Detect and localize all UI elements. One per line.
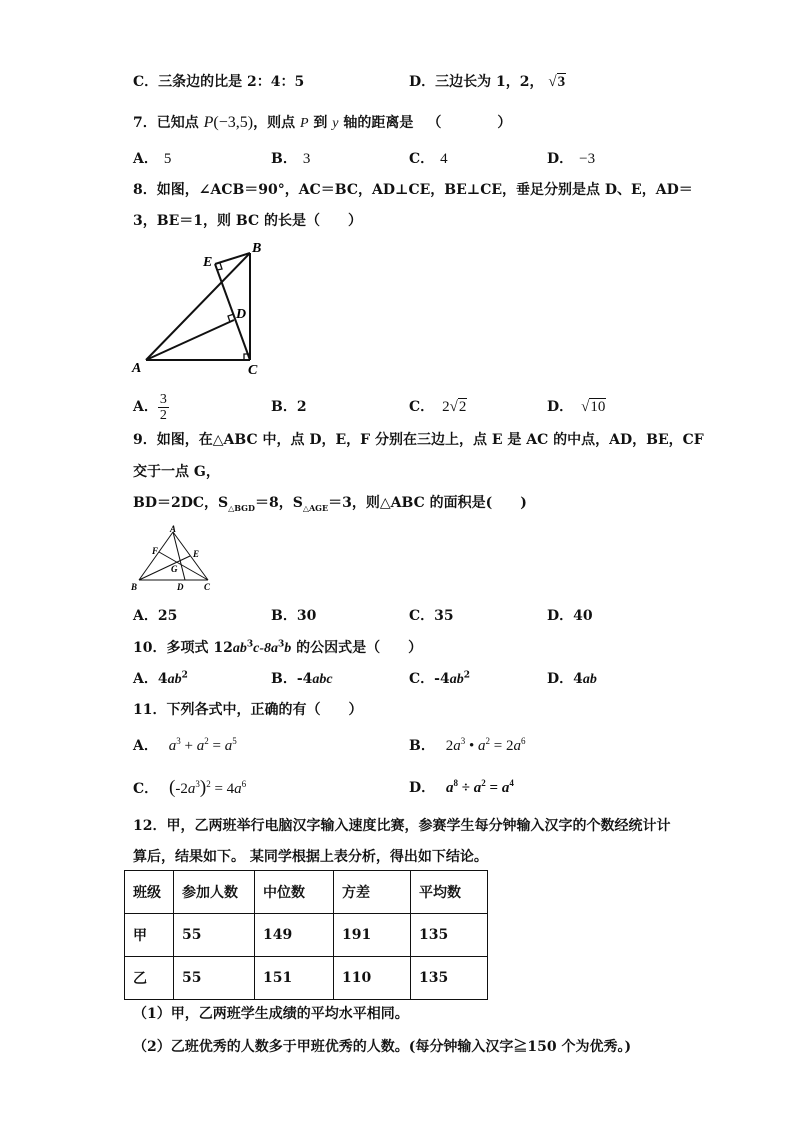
table-header-cell: 班级: [125, 871, 174, 914]
table-cell: 191: [334, 914, 411, 957]
q8-label-e: E: [203, 255, 213, 270]
table-cell: 151: [255, 957, 334, 1000]
q8-seg-ad: [146, 320, 234, 360]
q11-option-a: A． $a^3 + a^2 = a^5$: [133, 736, 237, 754]
q8-seg-ab: [146, 253, 250, 360]
q9-option-d: D．40: [547, 608, 593, 624]
q9-label-b: B: [131, 582, 138, 592]
q9-label-e: E: [193, 549, 200, 559]
q11-option-a-expr: $a^3 + a^2 = a^5$: [168, 736, 237, 754]
q11-stem: 11．下列各式中，正确的有（ ）: [133, 702, 363, 718]
table-header-cell: 方差: [334, 871, 411, 914]
q11-option-d: D． $a^8 \div a^2 = a^4$: [409, 778, 514, 796]
q10-option-b: B．-4abc: [271, 671, 333, 687]
table-cell: 乙: [125, 957, 174, 1000]
q11-option-b-expr: $2a^3$ • $a^2 = 2a^6$: [445, 736, 526, 754]
q12-stem-line2: 算后，结果如下。 某同学根据上表分析，得出如下结论。: [133, 849, 488, 865]
q8-label-b: B: [252, 241, 262, 256]
q8-label-c: C: [248, 363, 258, 376]
q7-option-c: C． 4: [409, 151, 448, 167]
q7-stem: 7．已知点 P(−3,5)，则点 P 到 y 轴的距离是 （ ）: [133, 114, 512, 131]
table-row: [125, 957, 488, 1000]
q8-label-d: D: [236, 307, 247, 322]
table-cell: 55: [174, 914, 255, 957]
q8-option-a: A． $\frac{3}{2}$: [133, 391, 167, 423]
table-header-cell: 中位数: [255, 871, 334, 914]
q10-option-a: A．$4ab^2$: [133, 670, 188, 687]
q9-option-c: C．35: [409, 608, 454, 624]
q9-label-d: D: [177, 582, 184, 592]
q9-label-g: G: [171, 564, 178, 574]
q9-option-b: B．30: [271, 608, 317, 624]
q9-option-a: A．25: [133, 608, 178, 624]
table-row: [125, 914, 488, 957]
table-cell: 149: [255, 914, 334, 957]
q7-option-a: A． 5: [133, 151, 172, 167]
q9-figure: [130, 524, 220, 594]
q8-label-a: A: [132, 361, 142, 376]
q11-option-d-expr: $a^8 \div a^2 = a^4$: [446, 778, 514, 796]
q12-stem-line1: 12．甲，乙两班举行电脑汉字输入速度比赛，参赛学生每分钟输入汉字的个数经统计计: [133, 818, 671, 834]
table-cell: 135: [411, 957, 488, 1000]
q7-option-d: D． −3: [547, 151, 596, 167]
table-cell: 55: [174, 957, 255, 1000]
table-cell: 110: [334, 957, 411, 1000]
q11-option-c-expr: $(-2a^3)^2 = 4a^6$: [169, 777, 247, 798]
q11-option-b: B． $2a^3$ • $a^2 = 2a^6$: [409, 736, 526, 754]
q9-label-a: A: [170, 524, 177, 534]
q9-label-c: C: [204, 582, 211, 592]
table-header-cell: 平均数: [411, 871, 488, 914]
table-cell: 135: [411, 914, 488, 957]
q9-label-f: F: [152, 546, 159, 556]
q8-stem-line2: 3，BE＝1，则 BC 的长是（ ）: [133, 213, 362, 229]
q10-option-c: C．$-4ab^2$: [409, 670, 470, 687]
table-header-row: [125, 871, 488, 914]
q6-option-d: [409, 72, 566, 92]
q8-stem-line1: 8．如图，∠ACB＝90°，AC＝BC，AD⊥CE，BE⊥CE，垂足分别是点 D、E，AD＝: [133, 182, 693, 198]
q7-option-b: B． 3: [271, 151, 311, 167]
q9-seg-ab: [139, 532, 173, 580]
q8-figure: [130, 240, 270, 376]
q8-option-b: B．2: [271, 399, 307, 415]
table-header-cell: 参加人数: [174, 871, 255, 914]
q8-option-c: C． 2√2: [409, 399, 467, 415]
q12-table: [124, 870, 488, 1000]
q10-stem: 10．多项式 $12ab^3c-8a^3b$ 的公因式是（ ）: [133, 639, 423, 656]
q9-stem-line1: 9．如图，在△ABC 中，点 D，E，F 分别在三边上，点 E 是 AC 的中点，AD，BE，CF: [133, 432, 704, 448]
q9-stem-line3: BD＝2DC，$S_{\triangle BGD}=8$，$S_{\triangle AGE}=3$，则△ABC 的面积是( ): [133, 495, 527, 513]
table-cell: 甲: [125, 914, 174, 957]
q12-note-1: （1）甲，乙两班学生成绩的平均水平相同。: [133, 1006, 409, 1022]
q6-option-d-sqrt: √3: [548, 74, 566, 90]
q12-note-2: （2）乙班优秀的人数多于甲班优秀的人数。(每分钟输入汉字≧150 个为优秀。): [133, 1039, 632, 1055]
q6-option-d-prefix: D．三边长为 1，2，: [409, 74, 544, 90]
q8-option-d: D． √10: [547, 399, 606, 415]
q9-stem-line2: 交于一点 G，: [133, 464, 220, 480]
q6-option-c: C．三条边的比是 2：4：5: [133, 74, 305, 90]
q10-option-d: D．4ab: [547, 671, 597, 687]
q9-seg-ac: [173, 532, 208, 580]
q11-option-c: C． $(-2a^3)^2 = 4a^6$: [133, 777, 247, 798]
